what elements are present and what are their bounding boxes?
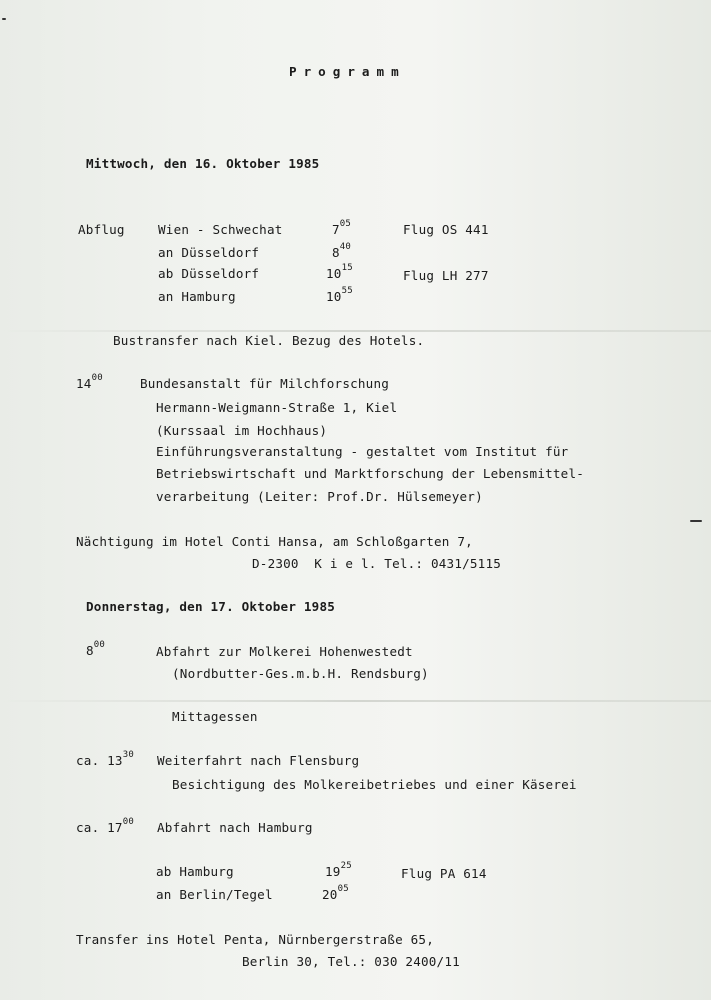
flight-time: $19^{25}$	[325, 861, 352, 879]
hamburg-time: ca. $17^{00}$	[76, 817, 134, 835]
flight-place: ab Düsseldorf	[158, 266, 260, 281]
flight-place: an Berlin/Tegel	[156, 887, 273, 902]
lunch-text: Mittagessen	[172, 709, 258, 724]
hamburg-text: Abfahrt nach Hamburg	[157, 820, 313, 835]
transfer-line: Transfer ins Hotel Penta, Nürnbergerstraße 65,	[76, 932, 434, 947]
fold-crease	[0, 700, 711, 702]
bus-transfer: Bustransfer nach Kiel. Bezug des Hotels.	[113, 333, 425, 348]
departure-time: $8^{00}$	[86, 640, 106, 658]
day2-heading: Donnerstag, den 17. Oktober 1985	[86, 599, 336, 614]
event-line: Bundesanstalt für Milchforschung	[140, 376, 390, 391]
day1-heading: Mittwoch, den 16. Oktober 1985	[86, 156, 320, 171]
flight-place: ab Hamburg	[156, 864, 234, 879]
event-line: Hermann-Weigmann-Straße 1, Kiel	[156, 400, 398, 415]
hotel-line: Nächtigung im Hotel Conti Hansa, am Schloßgarten 7,	[76, 534, 473, 549]
flight-time: $10^{15}$	[326, 263, 353, 281]
flight-place: Wien - Schwechat	[158, 222, 283, 237]
event-line: verarbeitung (Leiter: Prof.Dr. Hülsemeyer)	[156, 489, 483, 504]
flight-time: $20^{05}$	[322, 884, 349, 902]
departure-text: Abfahrt zur Molkerei Hohenwestedt	[156, 644, 413, 659]
flight-number: Flug LH 277	[403, 268, 489, 283]
flight-number: Flug PA 614	[401, 866, 487, 881]
flight-place: an Hamburg	[158, 289, 236, 304]
transfer-line: Berlin 30, Tel.: 030 2400/11	[242, 954, 460, 969]
event-line: Betriebswirtschaft und Marktforschung der Lebensmittel-	[156, 466, 585, 481]
event-time: $14^{00}$	[76, 373, 103, 391]
visit-text: Besichtigung des Molkereibetriebes und einer Käserei	[172, 777, 577, 792]
company-text: (Nordbutter-Ges.m.b.H. Rendsburg)	[172, 666, 429, 681]
flight-time: $10^{55}$	[326, 286, 353, 304]
onward-text: Weiterfahrt nach Flensburg	[157, 753, 360, 768]
onward-time: ca. $13^{30}$	[76, 750, 134, 768]
page-title: Programm	[289, 64, 406, 79]
flight-place: an Düsseldorf	[158, 245, 260, 260]
ink-speck	[690, 520, 702, 522]
abflug-label: Abflug	[78, 222, 125, 237]
flight-time: $7^{05}$	[332, 219, 352, 237]
flight-number: Flug OS 441	[403, 222, 489, 237]
flight-time: $8^{40}$	[332, 242, 352, 260]
ink-speck	[2, 18, 6, 20]
hotel-line: D-2300 K i e l. Tel.: 0431/5115	[252, 556, 502, 571]
event-line: (Kurssaal im Hochhaus)	[156, 423, 328, 438]
fold-crease	[0, 330, 711, 332]
event-line: Einführungsveranstaltung - gestaltet vom Institut für	[156, 444, 569, 459]
